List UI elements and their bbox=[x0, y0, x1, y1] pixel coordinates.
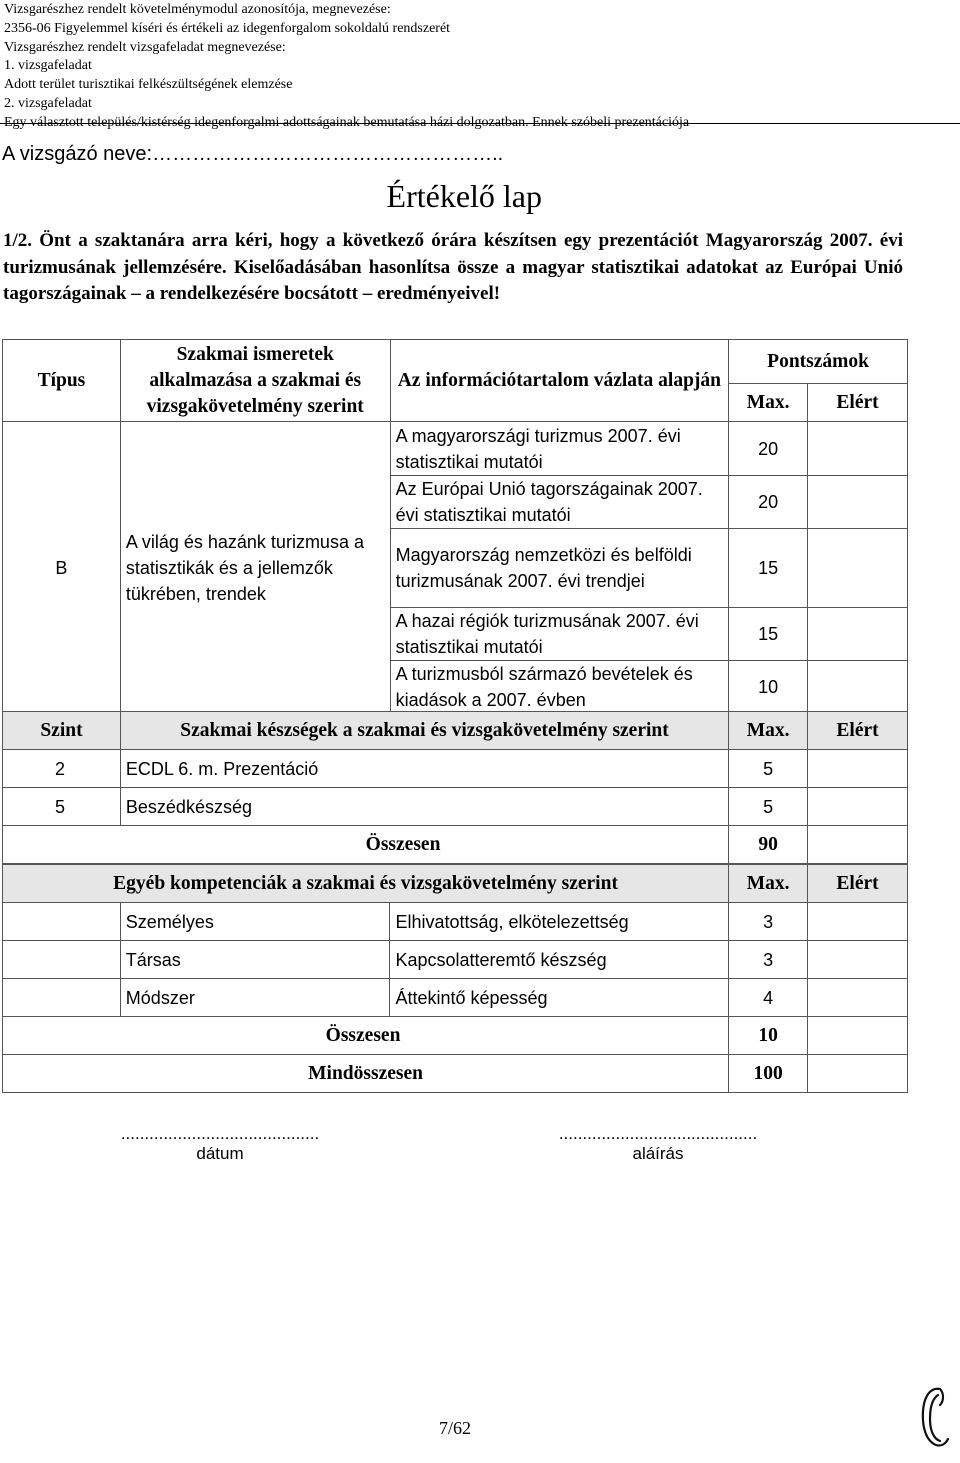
achieved-points[interactable] bbox=[808, 750, 908, 788]
achieved-points[interactable] bbox=[808, 826, 908, 864]
achieved-points[interactable] bbox=[808, 1055, 908, 1093]
header-line: Adott terület turisztikai felkészültségének elemzése bbox=[4, 77, 293, 93]
header-line: Vizsgarészhez rendelt követelménymodul azonosítója, megnevezése: bbox=[4, 2, 391, 17]
col-type-header: Típus bbox=[3, 340, 121, 422]
date-label: dátum bbox=[196, 1144, 244, 1163]
document-header bbox=[4, 1, 689, 133]
col-achieved-header: Elért bbox=[808, 712, 908, 750]
skills-total-label: Összesen bbox=[3, 826, 729, 864]
skill-name: ECDL 6. m. Prezentáció bbox=[120, 750, 728, 788]
knowledge-table bbox=[2, 339, 908, 714]
achieved-points[interactable] bbox=[808, 608, 908, 661]
max-points: 5 bbox=[729, 788, 808, 826]
outline-item: A hazai régiók turizmusának 2007. évi statisztikai mutatói bbox=[390, 608, 729, 661]
outline-item: Az Európai Unió tagországainak 2007. évi statisztikai mutatói bbox=[390, 476, 729, 529]
col-outline-header: Az információtartalom vázlata alapján bbox=[390, 340, 729, 422]
signature-label: aláírás bbox=[632, 1144, 684, 1163]
skill-level: 2 bbox=[3, 750, 121, 788]
col-points-header: Pontszámok bbox=[729, 340, 908, 384]
header-line: Egy választott település/kistérség idegenforgalmi adottságainak bemutatása házi dolgozatban. Ennek szóbeli prezentációja bbox=[4, 114, 690, 130]
grand-total-label: Mindösszesen bbox=[3, 1055, 729, 1093]
max-points: 10 bbox=[729, 661, 808, 714]
achieved-points[interactable] bbox=[808, 1017, 908, 1055]
examinee-name-line: A vizsgázó neve:…………………………………………….. bbox=[2, 143, 504, 165]
page-title-text: Értékelő lap bbox=[386, 178, 542, 214]
grand-total-value: 100 bbox=[729, 1055, 808, 1093]
max-points: 3 bbox=[729, 903, 808, 941]
handwritten-mark-icon bbox=[918, 1383, 954, 1453]
max-points: 15 bbox=[729, 529, 808, 608]
header-line: 2356-06 Figyelemmel kíséri és értékeli az idegenforgalom sokoldalú rendszerét bbox=[4, 20, 451, 36]
achieved-points[interactable] bbox=[808, 476, 908, 529]
competence-name: Áttekintő képesség bbox=[390, 979, 729, 1017]
col-competence-header: Egyéb kompetenciák a szakmai és vizsgakövetelmény szerint bbox=[3, 865, 729, 903]
page-number: 7/62 bbox=[438, 1418, 471, 1438]
knowledge-cell: A világ és hazánk turizmusa a statisztikák és a jellemzők tükrében, trendek bbox=[120, 422, 390, 714]
header-line: 1. vizsgafeladat bbox=[4, 58, 92, 74]
spacer-cell bbox=[3, 903, 121, 941]
competence-name: Kapcsolatteremtő készség bbox=[390, 941, 729, 979]
competence-type: Személyes bbox=[120, 903, 390, 941]
outline-item: A magyarországi turizmus 2007. évi statisztikai mutatói bbox=[390, 422, 729, 476]
skill-name: Beszédkészség bbox=[120, 788, 728, 826]
max-points: 20 bbox=[729, 476, 808, 529]
competence-table bbox=[2, 864, 908, 1093]
max-points: 4 bbox=[729, 979, 808, 1017]
page-title bbox=[0, 178, 900, 215]
achieved-points[interactable] bbox=[808, 661, 908, 714]
outline-item: A turizmusból származó bevételek és kiadások a 2007. évben bbox=[390, 661, 729, 714]
achieved-points[interactable] bbox=[808, 788, 908, 826]
max-points: 3 bbox=[729, 941, 808, 979]
skill-level: 5 bbox=[3, 788, 121, 826]
col-max-header: Max. bbox=[729, 865, 808, 903]
competence-total-text: Összesen bbox=[325, 1024, 401, 1046]
header-line: 2. vizsgafeladat bbox=[4, 95, 92, 111]
max-points: 20 bbox=[729, 422, 808, 476]
col-max-header: Max. bbox=[729, 712, 808, 750]
skills-total-value: 90 bbox=[729, 826, 808, 864]
achieved-points[interactable] bbox=[808, 422, 908, 476]
date-dots: .......................................... bbox=[120, 1124, 320, 1143]
task-description: 1/2. Önt a szaktanára arra kéri, hogy a következő órára készítsen egy prezentációt Magyarország 2007. évi turizmusának jellemzésére. Kiselőadásában hasonlítsa össze a magyar statisztikai adatokat az Európai Unió tagországainak – a rendelkezésére bocsátott – eredményeivel! bbox=[3, 230, 903, 304]
competence-total-value: 10 bbox=[729, 1017, 808, 1055]
achieved-points[interactable] bbox=[808, 903, 908, 941]
col-achieved-header: Elért bbox=[808, 384, 908, 422]
header-divider bbox=[0, 123, 960, 124]
spacer-cell bbox=[3, 979, 121, 1017]
spacer-cell bbox=[3, 941, 121, 979]
achieved-points[interactable] bbox=[808, 529, 908, 608]
achieved-points[interactable] bbox=[808, 941, 908, 979]
col-achieved-header: Elért bbox=[808, 865, 908, 903]
competence-type: Módszer bbox=[120, 979, 390, 1017]
signature-dots: .......................................... bbox=[558, 1124, 758, 1143]
header-line: Vizsgarészhez rendelt vizsgafeladat megnevezése: bbox=[4, 39, 286, 55]
col-level-header: Szint bbox=[3, 712, 121, 750]
skills-table bbox=[2, 711, 908, 864]
col-max-header: Max. bbox=[729, 384, 808, 422]
type-cell: B bbox=[3, 422, 121, 714]
competence-name: Elhivatottság, elkötelezettség bbox=[390, 903, 729, 941]
max-points: 5 bbox=[729, 750, 808, 788]
competence-total-label bbox=[3, 1017, 729, 1055]
max-points: 15 bbox=[729, 608, 808, 661]
col-skill-header: Szakmai készségek a szakmai és vizsgakövetelmény szerint bbox=[120, 712, 728, 750]
achieved-points[interactable] bbox=[808, 979, 908, 1017]
competence-type: Társas bbox=[120, 941, 390, 979]
col-knowledge-header: Szakmai ismeretek alkalmazása a szakmai és vizsgakövetelmény szerint bbox=[120, 340, 390, 422]
date-field[interactable] bbox=[70, 1124, 370, 1164]
outline-item: Magyarország nemzetközi és belföldi turizmusának 2007. évi trendjei bbox=[390, 529, 729, 608]
signature-field[interactable] bbox=[508, 1124, 808, 1164]
